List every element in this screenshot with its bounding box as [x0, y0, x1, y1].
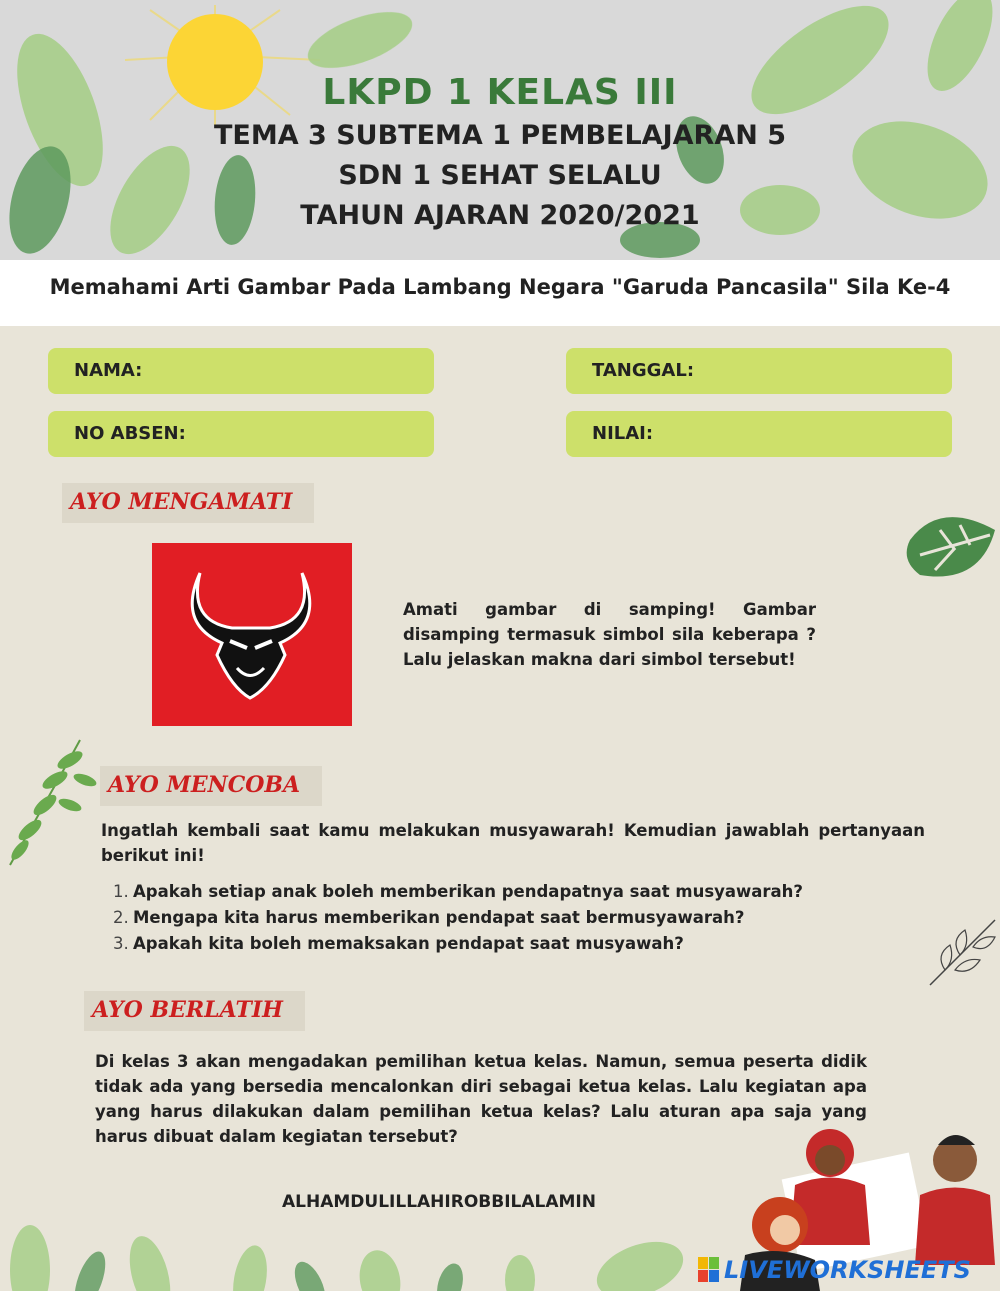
- worksheet-title: LKPD 1 KELAS III: [322, 72, 678, 113]
- page-subtitle: Memahami Arti Gambar Pada Lambang Negara "Garuda Pancasila" Sila Ke-4: [49, 275, 951, 299]
- mengamati-instruction: Amati gambar di samping! Gambar disamping termasuk simbol sila keberapa ? Lalu jelaskan makna dari simbol tersebut!: [403, 600, 816, 669]
- nama-field[interactable]: [48, 348, 434, 394]
- nilai-label: NILAI:: [592, 423, 654, 444]
- nama-label: NAMA:: [74, 360, 143, 381]
- list-item: 3. Apakah kita boleh memaksakan pendapat saat musyawah?: [113, 934, 684, 953]
- list-item: 2. Mengapa kita harus memberikan pendapat saat bermusyawarah?: [113, 908, 745, 927]
- bull-head-icon: [152, 543, 352, 726]
- tanggal-field[interactable]: [566, 348, 952, 394]
- mencoba-intro: Ingatlah kembali saat kamu melakukan musyawarah! Kemudian jawablah pertanyaan berikut ini!: [101, 821, 925, 865]
- closing-text: ALHAMDULILLAHIROBBILALAMIN: [282, 1192, 596, 1212]
- no-absen-label: NO ABSEN:: [74, 423, 186, 444]
- branch-outline-icon: [925, 915, 1000, 990]
- berlatih-instruction: Di kelas 3 akan mengadakan pemilihan ketua kelas. Namun, semua peserta didik tidak ada yang bersedia mencalonkan diri sebagai ketua kelas. Lalu kegiatan apa yang harus dilakukan dalam pemilihan ketua kelas? Lalu aturan apa saja yang harus dibuat dalam kegiatan tersebut?: [95, 1052, 867, 1146]
- fern-leaf-icon: [0, 735, 100, 875]
- no-absen-field[interactable]: [48, 411, 434, 457]
- header-banner: [0, 0, 1000, 260]
- mengamati-title: AYO MENGAMATI: [62, 483, 314, 523]
- theme-line: TEMA 3 SUBTEMA 1 PEMBELAJARAN 5: [213, 120, 786, 151]
- liveworksheets-logo-icon: [698, 1257, 720, 1283]
- list-item: 1. Apakah setiap anak boleh memberikan pendapatnya saat musyawarah?: [113, 882, 803, 901]
- school-name: SDN 1 SEHAT SELALU: [338, 160, 662, 191]
- school-year: TAHUN AJARAN 2020/2021: [300, 200, 700, 231]
- tanggal-label: TANGGAL:: [592, 360, 695, 381]
- liveworksheets-watermark[interactable]: LIVEWORKSHEETS: [724, 1256, 971, 1284]
- monstera-leaf-icon: [900, 500, 1000, 590]
- sila-symbol-image: [152, 543, 352, 726]
- mencoba-title: AYO MENCOBA: [100, 766, 322, 806]
- berlatih-title: AYO BERLATIH: [84, 991, 305, 1031]
- question-list: [113, 879, 803, 957]
- nilai-field[interactable]: [566, 411, 952, 457]
